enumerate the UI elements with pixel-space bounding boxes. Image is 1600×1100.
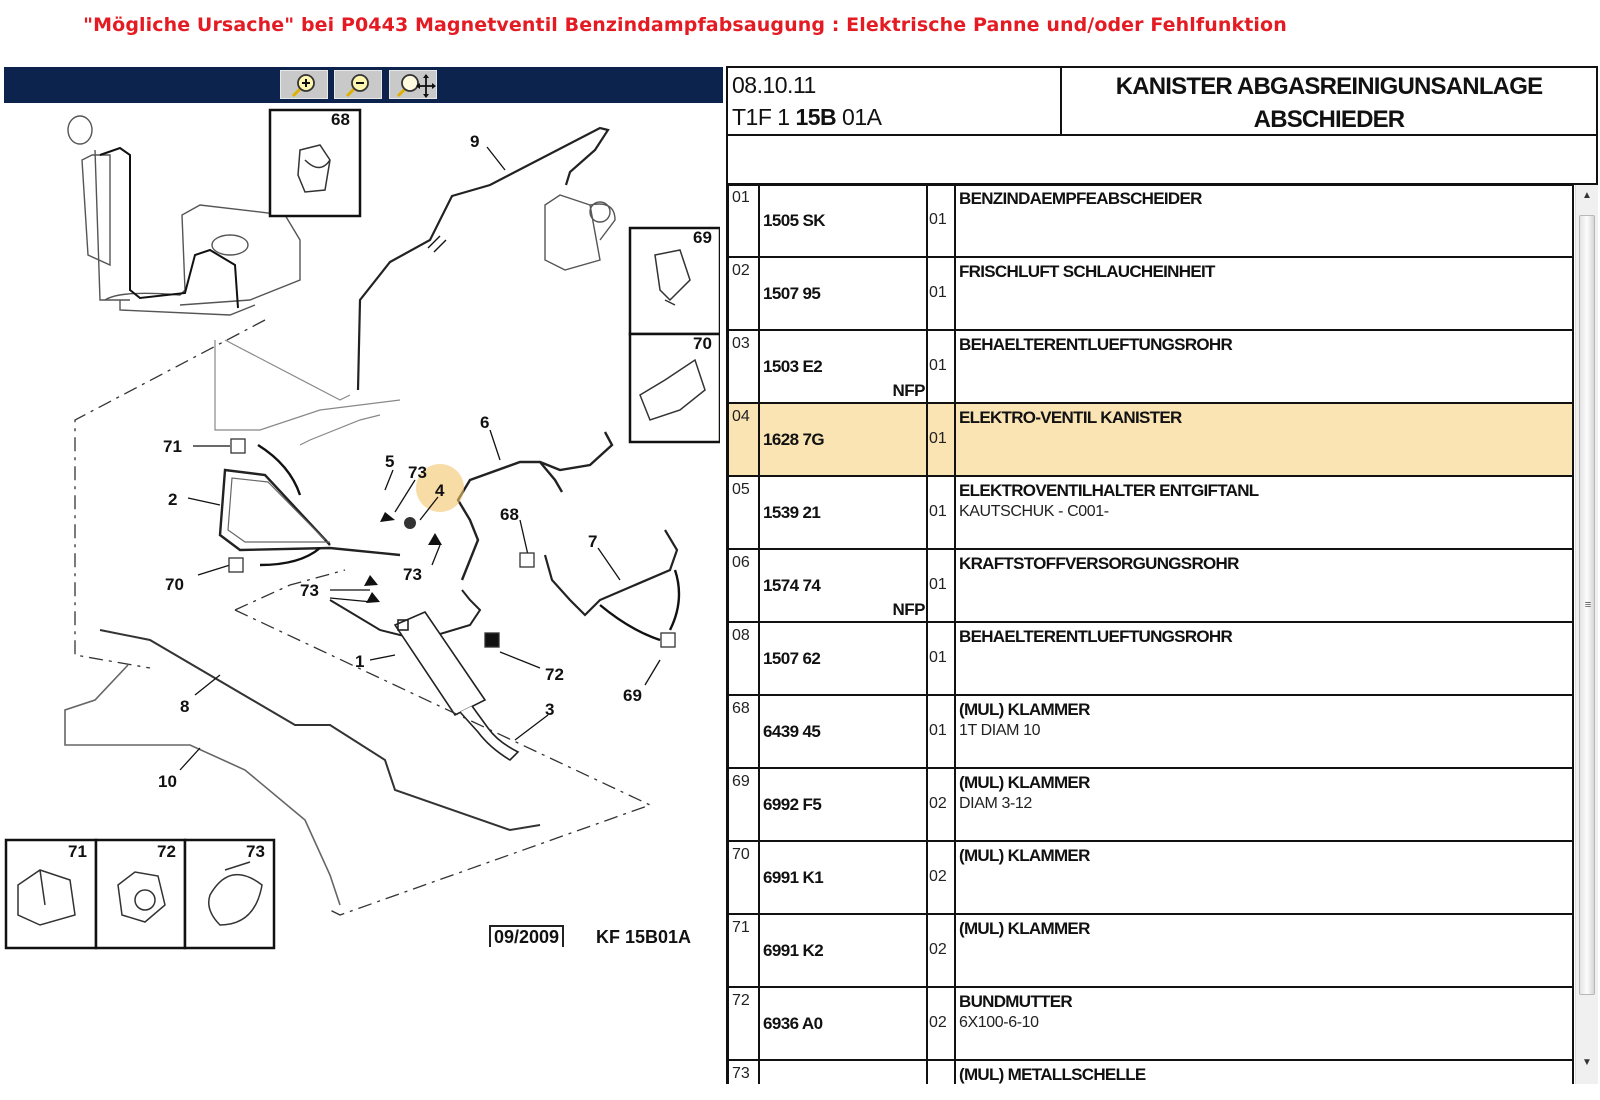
row-nfp: NFP: [892, 600, 925, 619]
pipe-8: [100, 630, 540, 830]
parts-table-row[interactable]: [729, 550, 1574, 623]
row-part-cell: [758, 915, 928, 986]
parts-table-row[interactable]: [729, 623, 1574, 696]
row-ref: 73: [732, 1065, 750, 1082]
scroll-grip-icon: ≡: [1584, 599, 1592, 611]
row-ref: 72: [732, 992, 750, 1009]
callout-4[interactable]: 4: [435, 481, 445, 500]
row-qty-cell: [927, 258, 956, 329]
callout-2[interactable]: 2: [168, 490, 178, 509]
row-qty-cell: [927, 185, 956, 256]
row-qty: 02: [929, 795, 947, 812]
callout-68[interactable]: 68: [500, 505, 519, 524]
valve-4-drawing: [404, 517, 416, 529]
row-qty: 02: [929, 1014, 947, 1031]
row-description: BUNDMUTTER: [959, 992, 1072, 1011]
headline: "Mögliche Ursache" bei P0443 Magnetventil Benzindampfabsaugung : Elektrische Panne und/oder Fehlfunktion: [83, 14, 1287, 36]
callout-8[interactable]: 8: [180, 697, 190, 716]
catalog-date: 08.10.11: [732, 72, 816, 98]
routing-dash-lines: [75, 320, 650, 915]
row-nfp: NFP: [892, 381, 925, 400]
inset-label-72: 72: [157, 842, 176, 861]
callout-1[interactable]: 1: [355, 652, 365, 671]
fuel-tank-drawing: [68, 116, 300, 315]
pipe-9: [358, 128, 608, 390]
row-ref: 03: [732, 335, 750, 352]
header-info-box: [726, 134, 1598, 185]
row-qty: 01: [929, 357, 947, 374]
parts-table-row[interactable]: [729, 477, 1574, 550]
row-part-number[interactable]: 1505 SK: [763, 211, 825, 230]
callout-70[interactable]: 70: [165, 575, 184, 594]
inset-label-71: 71: [68, 842, 87, 861]
row-description: KRAFTSTOFFVERSORGUNGSROHR: [959, 554, 1239, 573]
row-part-cell: [758, 769, 928, 840]
callout-73-c[interactable]: 73: [300, 581, 319, 600]
row-part-cell: [758, 623, 928, 694]
row-qty: 01: [929, 430, 947, 447]
callout-73-b[interactable]: 73: [403, 565, 422, 584]
magnifier-move-icon: [390, 71, 438, 100]
parts-table: [726, 185, 1574, 1084]
leader-lines: [180, 147, 660, 770]
row-subdescription: KAUTSCHUK - C001-: [959, 503, 1109, 520]
row-qty: 01: [929, 503, 947, 520]
callout-72[interactable]: 72: [545, 665, 564, 684]
callout-69[interactable]: 69: [623, 686, 642, 705]
magnifier-plus-icon: [281, 71, 329, 100]
catalog-header: [726, 66, 1598, 136]
scroll-up-icon[interactable]: ▲: [1582, 190, 1592, 201]
valve-block-drawing: [545, 195, 615, 270]
diagram-date: 09/2009: [489, 925, 564, 947]
title-line-2: ABSCHIEDER: [1253, 106, 1405, 133]
row-qty-cell: [927, 696, 956, 767]
row-part-cell: [758, 1061, 928, 1084]
title-line-1: KANISTER ABGASREINIGUNSANLAGE: [1115, 73, 1543, 100]
row-ref: 02: [732, 262, 750, 279]
row-description: (MUL) KLAMMER: [959, 846, 1090, 865]
callout-10[interactable]: 10: [158, 772, 177, 791]
row-subdescription: DIAM 3-12: [959, 795, 1032, 812]
parts-table-row[interactable]: [729, 842, 1574, 915]
callout-6[interactable]: 6: [480, 413, 490, 432]
inset-label-68: 68: [331, 110, 350, 129]
callout-3[interactable]: 3: [545, 700, 555, 719]
row-part-number[interactable]: 6991 K2: [763, 941, 824, 960]
catalog-code: [732, 104, 882, 131]
code-prefix: T1F 1: [732, 104, 796, 130]
parts-table-row[interactable]: [729, 404, 1574, 477]
header-meta: [728, 68, 1062, 134]
diagram-toolbar: [4, 67, 723, 103]
inset-sketches: [18, 145, 705, 925]
row-description: (MUL) KLAMMER: [959, 919, 1090, 938]
callout-7[interactable]: 7: [588, 532, 598, 551]
row-description: (MUL) KLAMMER: [959, 773, 1090, 792]
row-part-cell: [758, 842, 928, 913]
row-part-cell: [758, 185, 928, 256]
row-qty-cell: [927, 331, 956, 402]
inset-boxes: [6, 110, 720, 948]
parts-scrollbar[interactable]: [1575, 185, 1598, 1084]
row-qty: 01: [929, 722, 947, 739]
parts-table-row[interactable]: [729, 258, 1574, 331]
row-qty: 01: [929, 211, 947, 228]
row-ref: 70: [732, 846, 750, 863]
row-description: FRISCHLUFT SCHLAUCHEINHEIT: [959, 262, 1215, 281]
row-description: BEHAELTERENTLUEFTUNGSROHR: [959, 335, 1233, 354]
zoom-out-button[interactable]: [334, 70, 382, 99]
row-part-cell: [758, 331, 928, 402]
clamp-triangles: [364, 512, 442, 603]
callout-73-a[interactable]: 73: [408, 463, 427, 482]
row-ref: 04: [732, 408, 750, 425]
row-description: ELEKTROVENTILHALTER ENTGIFTANL: [959, 481, 1259, 500]
row-part-number[interactable]: 1628 7G: [763, 430, 825, 449]
row-qty-cell: [927, 842, 956, 913]
row-qty: 02: [929, 941, 947, 958]
row-description: BEHAELTERENTLUEFTUNGSROHR: [959, 627, 1233, 646]
row-part-number[interactable]: 1503 E2: [763, 357, 823, 376]
code-suffix: 01A: [836, 104, 882, 130]
row-qty-cell: [927, 988, 956, 1059]
inset-label-69: 69: [693, 228, 712, 247]
exploded-parts-diagram[interactable]: [0, 103, 720, 983]
pipe-7: [545, 530, 677, 615]
row-qty: 01: [929, 649, 947, 666]
callout-5[interactable]: 5: [385, 452, 395, 471]
row-subdescription: 6X100-6-10: [959, 1014, 1039, 1031]
row-qty: 01: [929, 576, 947, 593]
row-part-number[interactable]: 1507 62: [763, 649, 821, 668]
row-ref: 71: [732, 919, 750, 936]
scroll-thumb[interactable]: [1579, 215, 1595, 995]
row-part-cell: [758, 404, 928, 475]
row-subdescription: 1T DIAM 10: [959, 722, 1041, 739]
row-part-number[interactable]: 1574 74: [763, 576, 821, 595]
parts-table-row[interactable]: [729, 696, 1574, 769]
row-part-cell: [758, 988, 928, 1059]
row-qty-cell: [927, 550, 956, 621]
row-ref: 69: [732, 773, 750, 790]
row-qty-cell: [927, 404, 956, 475]
row-ref: 68: [732, 700, 750, 717]
pipe-6: [458, 432, 612, 580]
row-description: (MUL) METALLSCHELLE: [959, 1065, 1146, 1084]
callout-71[interactable]: 71: [163, 437, 182, 456]
row-part-cell: [758, 696, 928, 767]
row-part-number[interactable]: 6936 A0: [763, 1014, 823, 1033]
parts-table-row[interactable]: [729, 331, 1574, 404]
catalog-title: [1062, 70, 1596, 136]
row-part-number[interactable]: 1539 21: [763, 503, 821, 522]
row-qty-cell: [927, 915, 956, 986]
row-part-number[interactable]: 6992 F5: [763, 795, 822, 814]
row-description: BENZINDAEMPFEABSCHEIDER: [959, 189, 1202, 208]
zoom-in-button[interactable]: [280, 70, 328, 99]
parts-table-row[interactable]: [729, 915, 1574, 988]
row-part-cell: [758, 550, 928, 621]
code-bold: 15B: [795, 104, 837, 130]
parts-table-row[interactable]: [729, 988, 1574, 1061]
row-description: ELEKTRO-VENTIL KANISTER: [959, 408, 1182, 427]
row-qty-cell: [927, 623, 956, 694]
row-part-number[interactable]: 1507 95: [763, 284, 821, 303]
row-part-cell: [758, 258, 928, 329]
zoom-pan-button[interactable]: [389, 70, 437, 99]
parts-table-row[interactable]: [729, 1061, 1574, 1084]
scroll-down-icon[interactable]: ▼: [1582, 1057, 1592, 1068]
row-ref: 06: [732, 554, 750, 571]
parts-table-row[interactable]: [729, 769, 1574, 842]
inset-label-70: 70: [693, 334, 712, 353]
row-qty: 02: [929, 868, 947, 885]
row-qty: 01: [929, 284, 947, 301]
row-ref: 08: [732, 627, 750, 644]
magnifier-minus-icon: [335, 71, 383, 100]
diagram-code: KF 15B01A: [596, 927, 692, 947]
row-qty-cell: [927, 477, 956, 548]
row-description: (MUL) KLAMMER: [959, 700, 1090, 719]
parts-table-row[interactable]: [729, 185, 1574, 258]
row-part-cell: [758, 477, 928, 548]
row-qty-cell: [927, 1061, 956, 1084]
row-qty-cell: [927, 769, 956, 840]
row-part-number[interactable]: 6439 45: [763, 722, 821, 741]
row-ref: 01: [732, 189, 750, 206]
callout-9[interactable]: 9: [470, 132, 480, 151]
row-part-number[interactable]: 6991 K1: [763, 868, 824, 887]
row-ref: 05: [732, 481, 750, 498]
inset-label-73: 73: [246, 842, 265, 861]
